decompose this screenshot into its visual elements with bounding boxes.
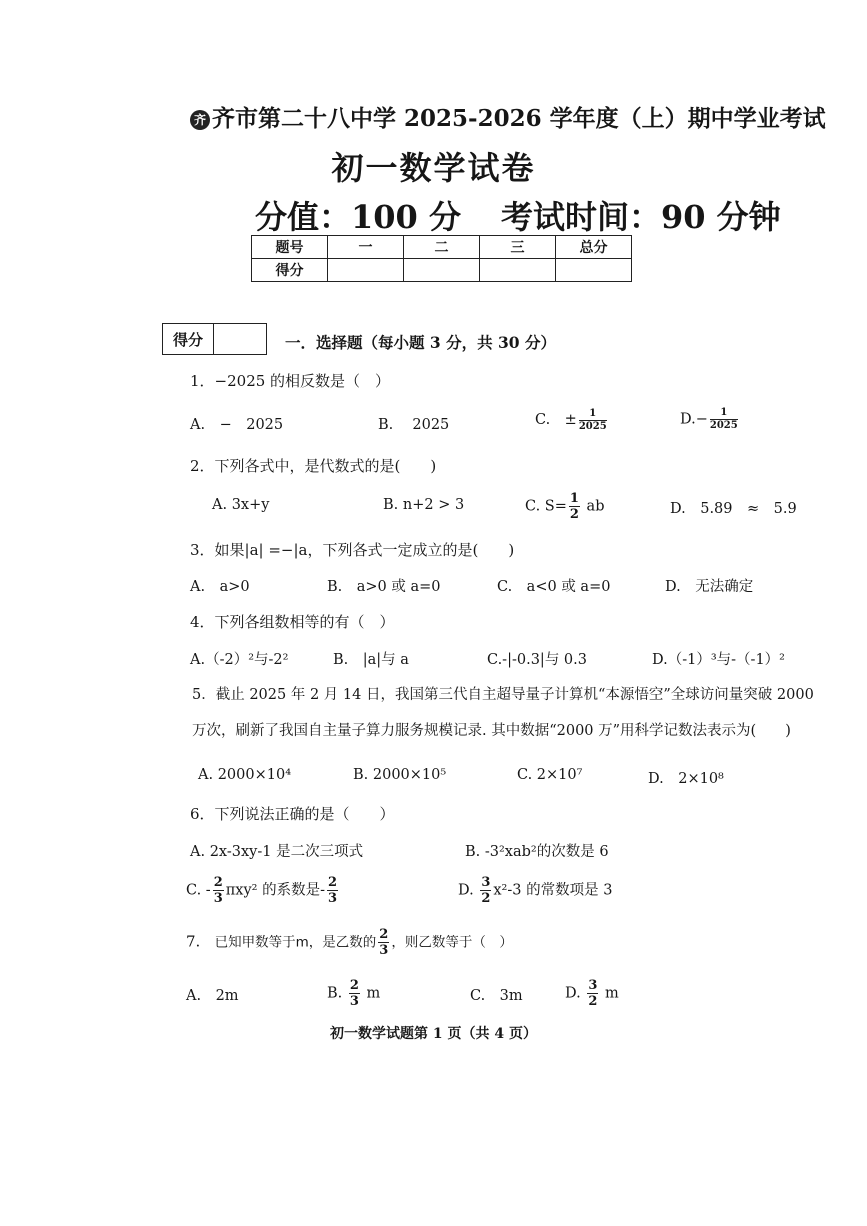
time-info: 考试时间：90 分钟 xyxy=(500,198,781,236)
score-info: 分值：100 分 xyxy=(255,198,461,236)
fraction xyxy=(579,409,607,432)
score-entry-cell xyxy=(480,259,556,282)
fraction-numerator: 2 xyxy=(327,875,338,890)
section-title: 一．选择题（每小题 3 分，共 30 分） xyxy=(285,333,556,352)
fraction xyxy=(327,876,338,905)
q6-option-c-prefix: C. - xyxy=(186,882,211,899)
fraction-numerator: 3 xyxy=(481,875,491,890)
q7-option-d-prefix: D. xyxy=(565,985,581,1002)
school-seal-icon: 齐 xyxy=(190,110,210,130)
q1-option-c xyxy=(535,408,609,432)
question-7-text-pre: 已知甲数等于m，是乙数的 xyxy=(214,934,377,951)
fraction-numerator: 1 xyxy=(579,409,607,421)
table-cell: 三 xyxy=(480,236,556,259)
fraction-denominator: 2 xyxy=(569,507,579,522)
question-7-stem xyxy=(186,928,513,957)
q4-option-b: B. |a|与 a xyxy=(333,652,409,668)
question-1-stem: 1．−2025 的相反数是（ ） xyxy=(190,372,391,390)
paper-title: 初一数学试卷 xyxy=(331,149,536,187)
q6-option-d-text: x²-3 的常数项是 3 xyxy=(493,882,613,899)
q2-option-d: D. 5.89 ≈ 5.9 xyxy=(670,501,797,517)
q6-option-a: A. 2x-3xy-1 是二次三项式 xyxy=(190,844,364,860)
q6-option-c-text: πxy² 的系数是- xyxy=(225,882,325,899)
question-2-stem: 2．下列各式中，是代数式的是( ) xyxy=(190,457,437,475)
fraction-numerator: 2 xyxy=(379,927,389,942)
q2-option-b: B. n+2 > 3 xyxy=(383,497,465,513)
q5-option-c: C. 2×10⁷ xyxy=(517,767,583,783)
fraction-numerator: 1 xyxy=(710,408,738,420)
page-footer: 初一数学试题第 1 页（共 4 页） xyxy=(330,1026,537,1042)
q2-option-c-prefix: C. S= xyxy=(525,498,567,515)
q7-option-b xyxy=(327,979,380,1008)
fraction-denominator: 3 xyxy=(349,994,359,1009)
table-row xyxy=(252,236,632,259)
q6-option-d xyxy=(458,876,612,905)
score-entry-cell xyxy=(404,259,480,282)
question-5-stem-line2: 万次，刷新了我国自主量子算力服务规模记录. 其中数据“2000 万”用科学记数法表示为( ) xyxy=(192,723,791,739)
q1-option-d xyxy=(680,408,740,431)
fraction xyxy=(710,408,738,431)
question-7-text-post: ，则乙数等于（ ） xyxy=(391,934,513,951)
q6-option-d-prefix: D. xyxy=(458,882,474,899)
exam-info xyxy=(255,192,781,238)
school-exam-title: 齐市第二十八中学 2025-2026 学年度（上）期中学业考试 xyxy=(212,105,826,132)
fraction xyxy=(587,979,598,1008)
q5-option-a: A. 2000×10⁴ xyxy=(198,767,292,783)
table-cell: 得分 xyxy=(252,259,328,282)
q6-option-c xyxy=(186,876,340,905)
fraction-numerator: 2 xyxy=(349,978,359,993)
score-entry-cell xyxy=(328,259,404,282)
q2-option-a: A. 3x+y xyxy=(212,497,270,513)
fraction xyxy=(213,876,224,905)
table-cell: 一 xyxy=(328,236,404,259)
section-score-entry xyxy=(214,324,267,355)
q3-option-d: D. 无法确定 xyxy=(665,579,754,595)
exam-title-line1 xyxy=(190,100,826,133)
fraction xyxy=(349,979,360,1008)
q7-option-b-suffix: m xyxy=(366,985,381,1002)
fraction xyxy=(378,928,389,957)
question-5-stem-line1: 5．截止 2025 年 2 月 14 日，我国第三代自主超导量子计算机“本源悟空”全球访问量突破 2000 xyxy=(192,687,814,703)
q4-option-d: D.（-1）³与-（-1）² xyxy=(652,652,785,668)
fraction-denominator: 3 xyxy=(327,891,338,906)
fraction-denominator: 2025 xyxy=(578,420,607,432)
q3-option-a: A. a>0 xyxy=(190,579,250,595)
q4-option-a: A.（-2）²与-2² xyxy=(190,652,289,668)
fraction-denominator: 3 xyxy=(213,891,223,906)
q1-option-a: A. − 2025 xyxy=(190,417,284,433)
q7-option-d-suffix: m xyxy=(604,985,619,1002)
q7-option-b-prefix: B. xyxy=(327,985,343,1002)
q7-option-a: A. 2m xyxy=(186,988,239,1004)
q1-option-c-prefix: C. ± xyxy=(535,412,577,428)
table-cell: 题号 xyxy=(252,236,328,259)
fraction-denominator: 3 xyxy=(379,943,389,958)
fraction xyxy=(569,492,580,521)
q2-option-c-suffix: ab xyxy=(586,498,605,515)
fraction-denominator: 2 xyxy=(481,891,491,906)
fraction-numerator: 1 xyxy=(569,491,579,506)
q2-option-c xyxy=(525,492,604,521)
q3-option-c: C. a<0 或 a=0 xyxy=(497,579,611,595)
question-4-stem: 4．下列各组数相等的有（ ） xyxy=(190,613,395,631)
section-score-box xyxy=(162,323,267,355)
q3-option-b: B. a>0 或 a=0 xyxy=(327,579,441,595)
table-row xyxy=(252,259,632,282)
q4-option-c: C.-|-0.3|与 0.3 xyxy=(487,652,587,668)
q5-option-b: B. 2000×10⁵ xyxy=(353,767,447,783)
question-6-stem: 6．下列说法正确的是（ ） xyxy=(190,805,395,823)
q1-option-b: B. 2025 xyxy=(378,417,450,433)
fraction xyxy=(480,876,491,905)
q6-option-b: B. -3²xab²的次数是 6 xyxy=(465,844,609,860)
table-cell: 二 xyxy=(404,236,480,259)
fraction-denominator: 2025 xyxy=(709,420,738,431)
table-cell: 总分 xyxy=(556,236,632,259)
q7-option-d xyxy=(565,979,619,1008)
fraction-denominator: 2 xyxy=(588,994,598,1009)
q1-option-d-prefix: D.− xyxy=(680,411,708,428)
q7-option-c: C. 3m xyxy=(470,988,523,1004)
fraction-numerator: 3 xyxy=(588,978,598,993)
question-3-stem: 3．如果|a| =−|a，下列各式一定成立的是( ) xyxy=(190,541,515,559)
section-score-label: 得分 xyxy=(163,324,214,355)
score-summary-table xyxy=(251,235,632,282)
question-7-number: 7. xyxy=(186,932,201,951)
fraction-numerator: 2 xyxy=(213,875,223,890)
score-entry-cell xyxy=(556,259,632,282)
q5-option-d: D. 2×10⁸ xyxy=(648,771,724,787)
